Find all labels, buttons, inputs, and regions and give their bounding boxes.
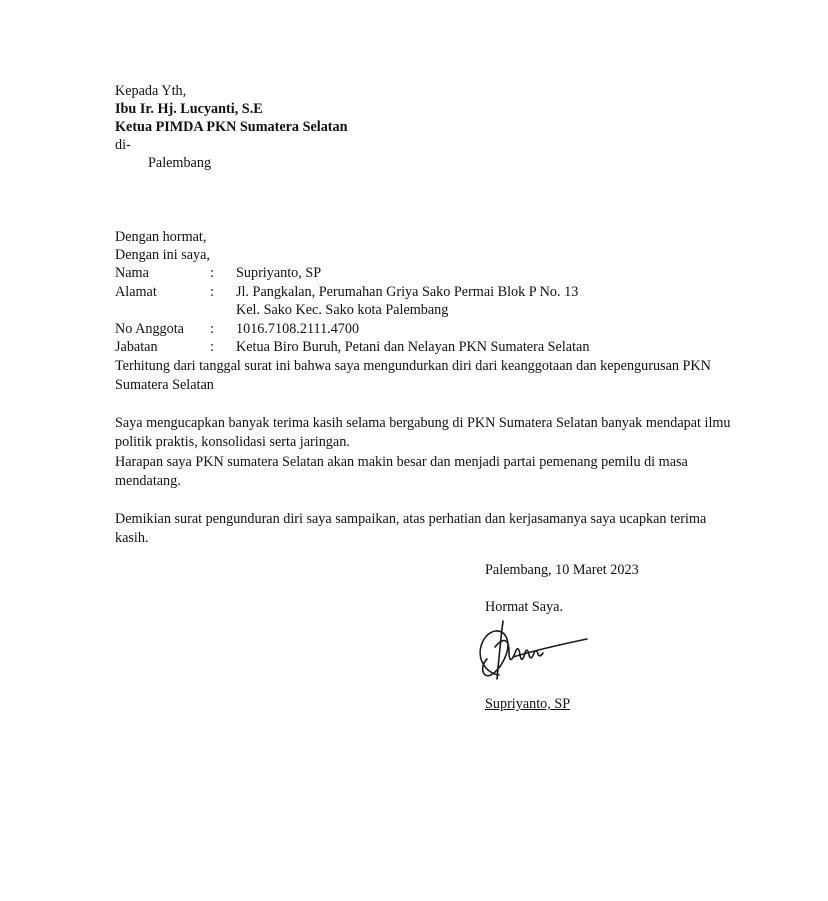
field-row-jabatan — [115, 338, 755, 357]
field-colon: : — [210, 339, 214, 355]
body-paragraph-3: Demikian surat pengunduran diri saya sampaikan, atas perhatian dan kerjasamanya saya ucapkan terima kasih. — [115, 510, 707, 546]
regards: Hormat Saya. — [485, 599, 564, 615]
field-value: Ketua Biro Buruh, Petani dan Nelayan PKN Sumatera Selatan — [236, 339, 590, 355]
closing-place-date — [485, 561, 785, 579]
body-paragraph-1: Terhitung dari tanggal surat ini bahwa saya mengundurkan diri dari keanggotaan dan kepengurusan PKN Sumatera Selatan — [115, 357, 711, 393]
body-paragraph-2b: Harapan saya PKN sumatera Selatan akan makin besar dan menjadi partai pemenang pemilu di masa mendatang. — [115, 453, 688, 489]
recipient-position: Ketua PIMDA PKN Sumatera Selatan — [115, 119, 348, 135]
address-line-1: Jl. Pangkalan, Perumahan Griya Sako Permai Blok P No. 13 — [236, 283, 579, 300]
field-colon: : — [210, 265, 214, 281]
signature-image — [473, 617, 593, 685]
field-value: 1016.7108.2111.4700 — [236, 320, 360, 337]
field-value: Supriyanto, SP — [236, 265, 322, 281]
identity-fields — [115, 264, 755, 357]
recipient-salutation: Kepada Yth, — [115, 83, 187, 99]
body-paragraph-2a: Saya mengucapkan banyak terima kasih selama bergabung di PKN Sumatera Selatan banyak mendapat ilmu politik praktis, konsolidasi serta jaringan. — [115, 414, 731, 450]
signer-name: Supriyanto, SP — [485, 696, 571, 712]
closing-regards — [485, 598, 785, 616]
opening-intro: Dengan ini saya, — [115, 247, 210, 263]
field-row-no-anggota — [115, 320, 755, 339]
recipient-city: Palembang — [148, 155, 212, 171]
recipient-di: di- — [115, 137, 131, 153]
field-row-alamat — [115, 283, 755, 320]
field-label: No Anggota — [115, 320, 184, 337]
place-date: Palembang, 10 Maret 2023 — [485, 562, 639, 578]
closing-signer — [485, 695, 785, 713]
field-colon: : — [210, 283, 214, 300]
letter — [115, 82, 755, 549]
opening-greeting: Dengan hormat, — [115, 229, 207, 245]
field-label: Jabatan — [115, 339, 158, 355]
address-line-2: Kel. Sako Kec. Sako kota Palembang — [236, 302, 449, 318]
field-value — [236, 283, 755, 320]
field-label: Alamat — [115, 283, 157, 300]
field-row-nama — [115, 264, 755, 283]
field-label: Nama — [115, 265, 149, 281]
field-colon: : — [210, 320, 214, 337]
recipient-name: Ibu Ir. Hj. Lucyanti, S.E — [115, 101, 263, 117]
